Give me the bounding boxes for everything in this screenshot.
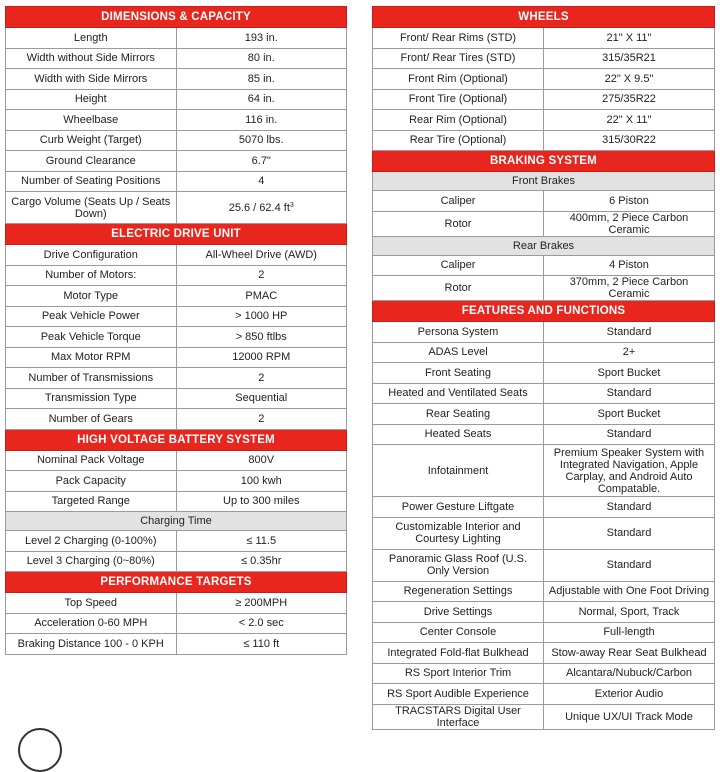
spec-value: < 2.0 sec	[176, 613, 347, 634]
spec-label: Braking Distance 100 - 0 KPH	[6, 634, 177, 655]
spec-row	[6, 245, 347, 266]
spec-value: 5070 lbs.	[176, 130, 347, 151]
spec-row	[6, 69, 347, 90]
spec-row	[6, 450, 347, 471]
spec-row	[373, 404, 715, 425]
charging-time-subheader	[6, 512, 347, 531]
spec-value: > 850 ftlbs	[176, 327, 347, 348]
spec-row	[6, 110, 347, 131]
spec-row	[6, 265, 347, 286]
spec-row	[373, 517, 715, 549]
spec-value: 193 in.	[176, 28, 347, 49]
spec-value: 21" X 11"	[544, 28, 715, 49]
spec-label: ADAS Level	[373, 342, 544, 363]
spec-row	[6, 491, 347, 512]
spec-label: RS Sport Interior Trim	[373, 663, 544, 684]
spec-label: Peak Vehicle Torque	[6, 327, 177, 348]
spec-value: 80 in.	[176, 48, 347, 69]
spec-row	[6, 171, 347, 192]
spec-label: Targeted Range	[6, 491, 177, 512]
spec-row	[373, 704, 715, 729]
spec-value: Sport Bucket	[544, 363, 715, 384]
spec-value: 85 in.	[176, 69, 347, 90]
spec-value: 4	[176, 171, 347, 192]
spec-value: Stow-away Rear Seat Bulkhead	[544, 643, 715, 664]
spec-row	[373, 497, 715, 518]
spec-label: Ground Clearance	[6, 151, 177, 172]
spec-label: Front/ Rear Rims (STD)	[373, 28, 544, 49]
spec-value: > 1000 HP	[176, 306, 347, 327]
rear-brakes-subheader	[373, 236, 715, 255]
spec-value: Normal, Sport, Track	[544, 602, 715, 623]
spec-label: Motor Type	[6, 286, 177, 307]
spec-value: Up to 300 miles	[176, 491, 347, 512]
spec-value: 4 Piston	[544, 255, 715, 276]
spec-label: Rear Tire (Optional)	[373, 130, 544, 151]
spec-label: Transmission Type	[6, 388, 177, 409]
spec-row	[373, 211, 715, 236]
spec-row	[6, 306, 347, 327]
spec-label: Front/ Rear Tires (STD)	[373, 48, 544, 69]
spec-value: 800V	[176, 450, 347, 471]
spec-label: Caliper	[373, 191, 544, 212]
spec-value: 400mm, 2 Piece Carbon Ceramic	[544, 211, 715, 236]
spec-row	[373, 445, 715, 497]
spec-label: Height	[6, 89, 177, 110]
spec-label: Length	[6, 28, 177, 49]
spec-row	[373, 602, 715, 623]
spec-value: Standard	[544, 497, 715, 518]
spec-label: Heated Seats	[373, 424, 544, 445]
spec-label: Curb Weight (Target)	[6, 130, 177, 151]
spec-value: Exterior Audio	[544, 684, 715, 705]
left-spec-table	[5, 6, 347, 655]
spec-row	[373, 130, 715, 151]
spec-value: Standard	[544, 322, 715, 343]
spec-row	[6, 192, 347, 224]
spec-value: 22" X 11"	[544, 110, 715, 131]
spec-row	[6, 471, 347, 492]
spec-row	[6, 48, 347, 69]
spec-label: Cargo Volume (Seats Up / Seats Down)	[6, 192, 177, 224]
logo-partial-circle	[18, 728, 62, 772]
spec-label: Level 3 Charging (0~80%)	[6, 551, 177, 572]
spec-value: 275/35R22	[544, 89, 715, 110]
spec-value: Standard	[544, 517, 715, 549]
spec-row	[6, 551, 347, 572]
spec-row	[373, 191, 715, 212]
spec-row	[373, 581, 715, 602]
spec-row	[373, 424, 715, 445]
spec-label: Integrated Fold-flat Bulkhead	[373, 643, 544, 664]
spec-row	[373, 69, 715, 90]
cargo-volume-value: 25.6 / 62.4 ft	[228, 201, 290, 214]
spec-value: Premium Speaker System with Integrated Navigation, Apple Carplay, and Android Auto Compatable.	[544, 445, 715, 497]
spec-row	[6, 593, 347, 614]
spec-row	[6, 327, 347, 348]
features-header	[373, 301, 715, 322]
spec-row	[6, 368, 347, 389]
spec-label: Front Tire (Optional)	[373, 89, 544, 110]
spec-label: Front Seating	[373, 363, 544, 384]
spec-value: 100 kwh	[176, 471, 347, 492]
spec-label: Infotainment	[373, 445, 544, 497]
spec-row	[6, 347, 347, 368]
spec-label: TRACSTARS Digital User Interface	[373, 704, 544, 729]
spec-value: ≤ 11.5	[176, 531, 347, 552]
spec-label: Heated and Ventilated Seats	[373, 383, 544, 404]
spec-value: Adjustable with One Foot Driving	[544, 581, 715, 602]
spec-label: Persona System	[373, 322, 544, 343]
spec-row	[373, 342, 715, 363]
spec-row	[373, 89, 715, 110]
spec-label: Caliper	[373, 255, 544, 276]
spec-row	[373, 622, 715, 643]
spec-label: Rear Rim (Optional)	[373, 110, 544, 131]
spec-row	[6, 286, 347, 307]
spec-label: Rear Seating	[373, 404, 544, 425]
spec-row	[373, 28, 715, 49]
spec-value: 2	[176, 265, 347, 286]
spec-label: Regeneration Settings	[373, 581, 544, 602]
spec-row	[6, 130, 347, 151]
spec-label: Customizable Interior and Courtesy Lighting	[373, 517, 544, 549]
braking-header-title: BRAKING SYSTEM	[373, 151, 715, 172]
spec-row	[373, 255, 715, 276]
electric-drive-header	[6, 224, 347, 245]
spec-value: 12000 RPM	[176, 347, 347, 368]
wheels-header-title: WHEELS	[373, 7, 715, 28]
features-header-title: FEATURES AND FUNCTIONS	[373, 301, 715, 322]
spec-label: Width with Side Mirrors	[6, 69, 177, 90]
spec-label: Level 2 Charging (0-100%)	[6, 531, 177, 552]
spec-label: Panoramic Glass Roof (U.S. Only Version	[373, 549, 544, 581]
spec-label: Number of Motors:	[6, 265, 177, 286]
battery-header	[6, 429, 347, 450]
spec-row	[6, 89, 347, 110]
spec-value: 116 in.	[176, 110, 347, 131]
left-spec-column	[5, 6, 347, 655]
spec-row	[373, 322, 715, 343]
right-spec-column	[372, 6, 715, 730]
spec-label: Nominal Pack Voltage	[6, 450, 177, 471]
performance-header-title: PERFORMANCE TARGETS	[6, 572, 347, 593]
spec-label: Acceleration 0-60 MPH	[6, 613, 177, 634]
spec-label: Center Console	[373, 622, 544, 643]
spec-value: ≥ 200MPH	[176, 593, 347, 614]
braking-header	[373, 151, 715, 172]
spec-label: Drive Configuration	[6, 245, 177, 266]
spec-value	[176, 192, 347, 224]
spec-label: Front Rim (Optional)	[373, 69, 544, 90]
spec-value: 22" X 9.5"	[544, 69, 715, 90]
spec-row	[6, 388, 347, 409]
battery-header-title: HIGH VOLTAGE BATTERY SYSTEM	[6, 429, 347, 450]
spec-row	[6, 613, 347, 634]
spec-label: Max Motor RPM	[6, 347, 177, 368]
spec-value: Standard	[544, 549, 715, 581]
spec-value: ≤ 0.35hr	[176, 551, 347, 572]
rear-brakes-subheader-title: Rear Brakes	[373, 236, 715, 255]
spec-value: 6.7"	[176, 151, 347, 172]
performance-header	[6, 572, 347, 593]
front-brakes-subheader	[373, 172, 715, 191]
spec-value: 64 in.	[176, 89, 347, 110]
spec-row	[373, 110, 715, 131]
spec-value: 315/35R21	[544, 48, 715, 69]
spec-row	[373, 363, 715, 384]
spec-label: Rotor	[373, 276, 544, 301]
spec-row	[373, 48, 715, 69]
spec-label: Top Speed	[6, 593, 177, 614]
spec-label: Width without Side Mirrors	[6, 48, 177, 69]
dimensions-header	[6, 7, 347, 28]
electric-drive-header-title: ELECTRIC DRIVE UNIT	[6, 224, 347, 245]
spec-row	[373, 383, 715, 404]
spec-row	[373, 276, 715, 301]
spec-label: Pack Capacity	[6, 471, 177, 492]
spec-value: Sequential	[176, 388, 347, 409]
spec-label: Peak Vehicle Power	[6, 306, 177, 327]
right-spec-table	[372, 6, 715, 730]
spec-label: Wheelbase	[6, 110, 177, 131]
spec-value: 370mm, 2 Piece Carbon Ceramic	[544, 276, 715, 301]
spec-value: ≤ 110 ft	[176, 634, 347, 655]
spec-value: Alcantara/Nubuck/Carbon	[544, 663, 715, 684]
spec-label: RS Sport Audible Experience	[373, 684, 544, 705]
spec-row	[6, 151, 347, 172]
spec-value: 2+	[544, 342, 715, 363]
spec-value: 2	[176, 368, 347, 389]
spec-row	[373, 643, 715, 664]
spec-value: 6 Piston	[544, 191, 715, 212]
wheels-header	[373, 7, 715, 28]
spec-value: Standard	[544, 424, 715, 445]
spec-value: Standard	[544, 383, 715, 404]
spec-label: Number of Transmissions	[6, 368, 177, 389]
spec-value: 315/30R22	[544, 130, 715, 151]
spec-value: Unique UX/UI Track Mode	[544, 704, 715, 729]
spec-row	[373, 663, 715, 684]
spec-value: Full-length	[544, 622, 715, 643]
spec-value: All-Wheel Drive (AWD)	[176, 245, 347, 266]
spec-row	[6, 28, 347, 49]
cargo-unit-superscript: 3	[289, 201, 294, 209]
spec-value: Sport Bucket	[544, 404, 715, 425]
spec-label: Rotor	[373, 211, 544, 236]
spec-label: Power Gesture Liftgate	[373, 497, 544, 518]
front-brakes-subheader-title: Front Brakes	[373, 172, 715, 191]
spec-row	[373, 684, 715, 705]
charging-time-subheader-title: Charging Time	[6, 512, 347, 531]
spec-row	[6, 409, 347, 430]
spec-label: Number of Gears	[6, 409, 177, 430]
spec-label: Drive Settings	[373, 602, 544, 623]
dimensions-header-title: DIMENSIONS & CAPACITY	[6, 7, 347, 28]
spec-row	[6, 531, 347, 552]
spec-label: Number of Seating Positions	[6, 171, 177, 192]
spec-value: 2	[176, 409, 347, 430]
spec-row	[6, 634, 347, 655]
spec-value: PMAC	[176, 286, 347, 307]
spec-row	[373, 549, 715, 581]
